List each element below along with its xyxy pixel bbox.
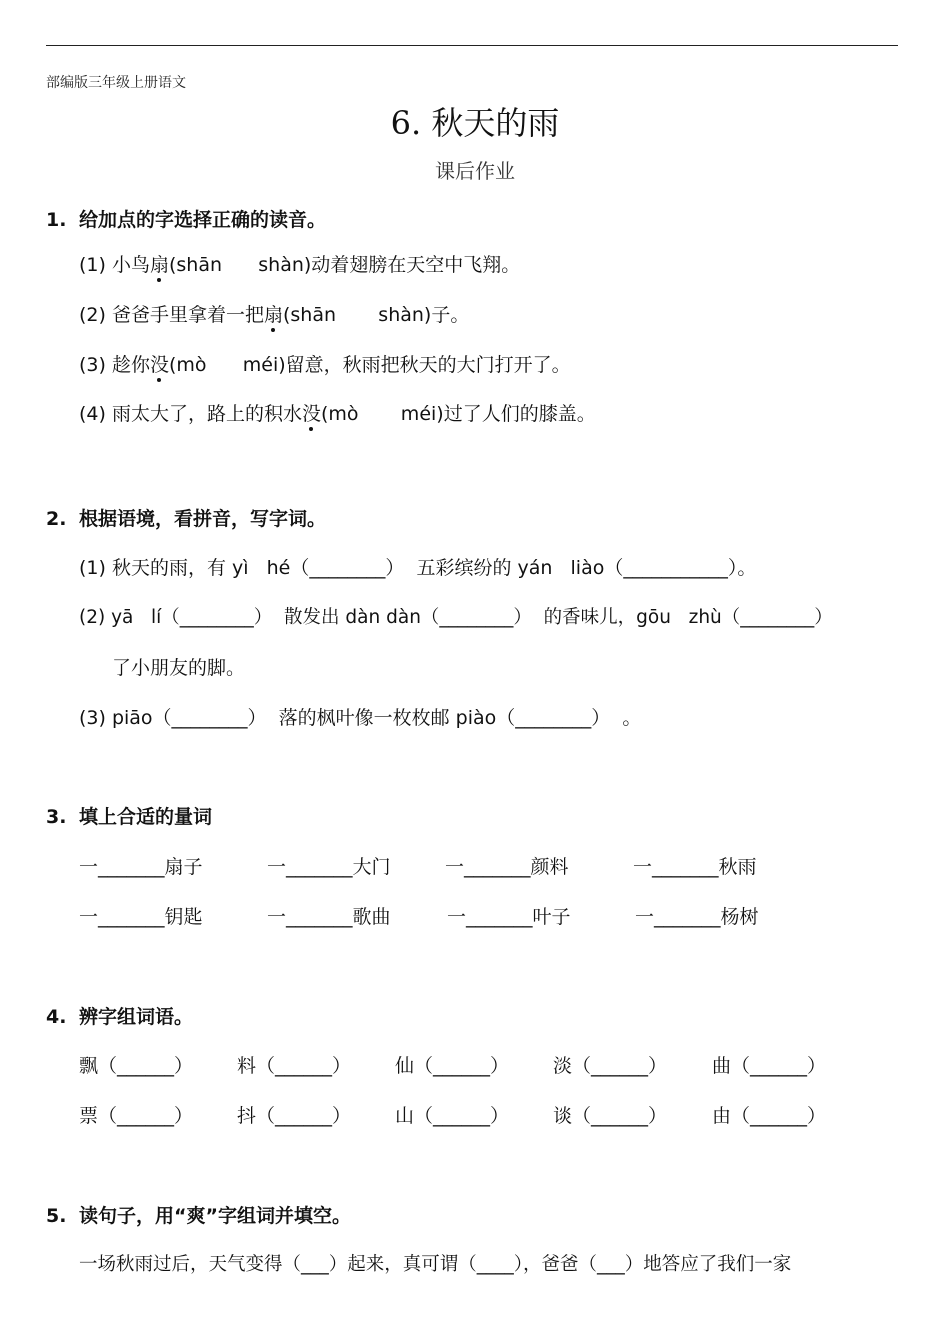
q4-title: 辨字组词语。 bbox=[79, 1006, 194, 1028]
q5-title: 读句子，用“爽”字组词并填空。 bbox=[79, 1205, 351, 1227]
q3-cell: 一_______颜料 bbox=[445, 856, 569, 878]
header-note: 部编版三年级上册语文 bbox=[46, 75, 186, 91]
q4-heading bbox=[46, 1004, 193, 1030]
q2-line-3: (3) piāo（________） 落的枫叶像一枚枚邮 piào（________） 。 bbox=[79, 707, 642, 729]
q1-title: 给加点的字选择正确的读音。 bbox=[79, 209, 327, 231]
q1-item-1-post: (shān shàn)动着翅膀在天空中飞翔。 bbox=[168, 254, 521, 276]
q3-number: 3. bbox=[46, 806, 67, 828]
q3-cell: 一_______歌曲 bbox=[267, 906, 391, 928]
q1-item-1-pre: (1) 小鸟 bbox=[79, 254, 150, 276]
q2-line-2-cont: 了小朋友的脚。 bbox=[112, 657, 246, 679]
q1-item-3 bbox=[79, 352, 571, 378]
q4-cell: 票（______） bbox=[79, 1105, 194, 1127]
q2-number: 2. bbox=[46, 508, 67, 530]
q3-cell: 一_______杨树 bbox=[635, 906, 759, 928]
q5-heading bbox=[46, 1203, 351, 1229]
q1-item-3-post: (mò méi)留意，秋雨把秋天的大门打开了。 bbox=[168, 354, 571, 376]
q3-row-1 bbox=[79, 854, 899, 880]
q1-item-2-post: (shān shàn)子。 bbox=[282, 304, 470, 326]
q1-item-1-dotted-char: 扇 bbox=[149, 254, 169, 276]
q1-heading bbox=[46, 207, 326, 233]
q4-number: 4. bbox=[46, 1006, 67, 1028]
q4-cell: 抖（______） bbox=[237, 1105, 352, 1127]
q1-item-2-dotted-char: 扇 bbox=[263, 304, 283, 326]
q4-cell: 由（______） bbox=[712, 1105, 827, 1127]
q4-cell: 仙（______） bbox=[395, 1055, 510, 1077]
q4-cell: 淡（______） bbox=[553, 1055, 668, 1077]
page-title: 6. 秋天的雨 bbox=[390, 104, 560, 142]
q1-item-4-pre: (4) 雨太大了，路上的积水 bbox=[79, 403, 302, 425]
q3-row-2 bbox=[79, 904, 899, 930]
q3-title: 填上合适的量词 bbox=[79, 806, 213, 828]
q1-item-4 bbox=[79, 401, 596, 427]
q4-cell: 料（______） bbox=[237, 1055, 352, 1077]
q1-item-2-pre: (2) 爸爸手里拿着一把 bbox=[79, 304, 264, 326]
q3-cell: 一_______钥匙 bbox=[79, 906, 203, 928]
q2-heading bbox=[46, 506, 326, 532]
q1-number: 1. bbox=[46, 209, 67, 231]
q1-item-2 bbox=[79, 302, 469, 328]
q4-cell: 飘（______） bbox=[79, 1055, 194, 1077]
q1-item-4-dotted-char: 没 bbox=[301, 403, 321, 425]
q3-cell: 一_______扇子 bbox=[79, 856, 203, 878]
q1-item-3-pre: (3) 趁你 bbox=[79, 354, 150, 376]
q5-number: 5. bbox=[46, 1205, 67, 1227]
q4-row-2 bbox=[79, 1103, 899, 1129]
q4-cell: 谈（______） bbox=[553, 1105, 668, 1127]
q3-cell: 一_______叶子 bbox=[447, 906, 571, 928]
q3-heading bbox=[46, 804, 212, 830]
q4-cell: 曲（______） bbox=[712, 1055, 827, 1077]
q1-item-1 bbox=[79, 252, 520, 278]
q5-text: 一场秋雨过后，天气变得（___）起来，真可谓（____），爸爸（___）地答应了我们一家 bbox=[79, 1254, 792, 1275]
q2-title: 根据语境，看拼音，写字词。 bbox=[79, 508, 327, 530]
q3-cell: 一_______秋雨 bbox=[633, 856, 757, 878]
q2-line-1: (1) 秋天的雨，有 yì hé（________） 五彩缤纷的 yán liào（___________）。 bbox=[79, 557, 757, 579]
q3-cell: 一_______大门 bbox=[267, 856, 391, 878]
q4-cell: 山（______） bbox=[395, 1105, 510, 1127]
q2-line-2: (2) yā lí（________） 散发出 dàn dàn（________） 的香味儿，gōu zhù（________） bbox=[79, 607, 833, 628]
q1-item-4-post: (mò méi)过了人们的膝盖。 bbox=[320, 403, 596, 425]
q1-item-3-dotted-char: 没 bbox=[149, 354, 169, 376]
header-rule bbox=[46, 45, 898, 46]
q4-row-1 bbox=[79, 1053, 899, 1079]
page-subtitle: 课后作业 bbox=[435, 159, 515, 183]
